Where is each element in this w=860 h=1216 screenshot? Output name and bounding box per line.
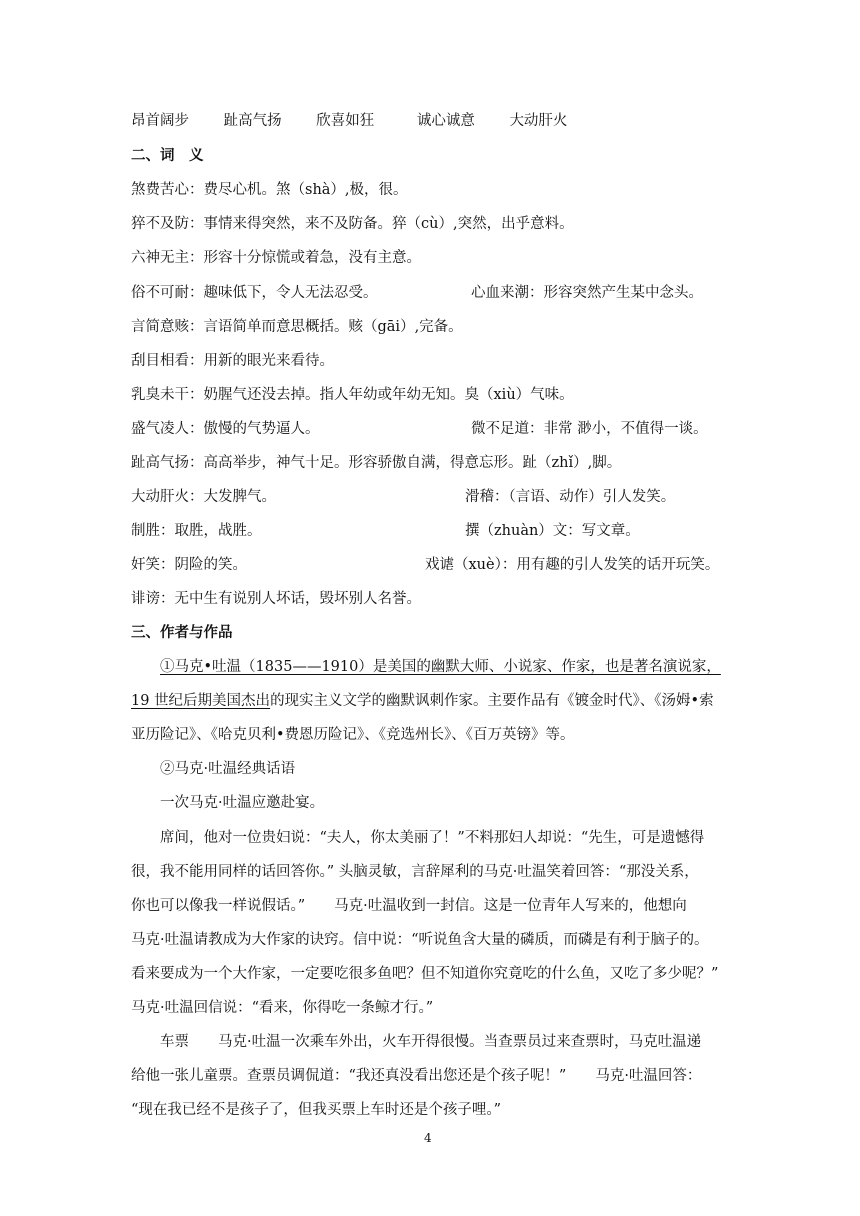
paragraph-line: 你也可以像我一样说假话。” 马克·吐温收到一封信。这是一位青年人写来的，他想向 — [131, 898, 687, 914]
underlined-text: 19 世纪后期美国杰出 — [131, 693, 271, 709]
author-paragraph-line — [131, 691, 714, 711]
word-item: 趾高气扬 — [223, 113, 282, 129]
paragraph-line: 马克·吐温请教成为大作家的诀窍。信中说：“听说鱼含大量的磷质，而磷是有利于脑子的。 — [131, 932, 709, 948]
author-paragraph-line: 亚历险记》、《哈克贝利•费恩历险记》、《竞选州长》、《百万英镑》等。 — [131, 727, 575, 743]
definition-row — [131, 521, 831, 541]
definition-entry: 盛气凌人：傲慢的气势逼人。 — [131, 421, 320, 437]
quotes-title: ②马克·吐温经典话语 — [160, 761, 296, 777]
section-heading-author: 三、作者与作品 — [131, 625, 233, 641]
paragraph-text: 的现实主义文学的幽默讽刺作家。主要作品有《镀金时代》、《汤姆•索 — [270, 693, 714, 709]
definition-entry: 刮目相看：用新的眼光来看待。 — [131, 353, 334, 369]
author-paragraph-line: ①马克•吐温（1835——1910）是美国的幽默大师、小说家、作家，也是著名演说家， — [160, 659, 721, 675]
definition-entry: 诽谤：无中生有说别人坏话，毁坏别人名誉。 — [131, 591, 421, 607]
definition-entry: 撰（zhuàn）文：写文章。 — [465, 523, 640, 539]
definition-entry: 俗不可耐：趣味低下，令人无法忍受。 — [131, 285, 378, 301]
definition-entry: 心血来潮：形容突然产生某中念头。 — [471, 285, 703, 301]
definition-row — [131, 555, 831, 575]
definition-entry: 煞费苦心：费尽心机。煞（shà）,极，很。 — [131, 182, 408, 198]
definition-entry: 大动肝火：大发脾气。 — [131, 489, 276, 505]
word-list — [131, 111, 597, 131]
definition-entry: 微不足道：非常 渺小，不值得一谈。 — [471, 421, 708, 437]
definition-entry: 滑稽：（言语、动作）引人发笑。 — [465, 489, 676, 505]
definition-entry: 趾高气扬：高高举步，神气十足。形容骄傲自满，得意忘形。趾（zhǐ）,脚。 — [131, 455, 622, 471]
word-item: 诚心诚意 — [416, 113, 475, 129]
word-item: 欣喜如狂 — [316, 113, 375, 129]
definition-row — [131, 283, 831, 303]
paragraph-line: “现在我已经不是孩子了，但我买票上车时还是个孩子哩。” — [131, 1102, 502, 1118]
definition-row — [131, 487, 831, 507]
page-number: 4 — [424, 1131, 432, 1145]
definition-entry: 戏谑（xuè）：用有趣的引人发笑的话开玩笑。 — [425, 557, 720, 573]
paragraph-line: 给他一张儿童票。查票员调侃道：“我还真没看出您还是个孩子呢！” 马克·吐温回答： — [131, 1068, 702, 1084]
paragraph-line: 席间，他对一位贵妇说：“夫人，你太美丽了！”不料那妇人却说：“先生，可是遗憾得 — [160, 830, 705, 846]
paragraph-line: 车票 马克·吐温一次乘车外出，火车开得很慢。当查票员过来查票时，马克吐温递 — [160, 1034, 702, 1050]
definition-row — [131, 419, 831, 439]
definition-entry: 奸笑：阴险的笑。 — [131, 557, 247, 573]
paragraph-line: 很，我不能用同样的话回答你。” 头脑灵敏，言辞犀利的马克·吐温笑着回答：“那没关系， — [131, 864, 699, 880]
word-item: 昂首阔步 — [131, 113, 189, 129]
word-item: 大动肝火 — [509, 113, 568, 129]
definition-entry: 六神无主：形容十分惊慌或着急，没有主意。 — [131, 250, 421, 266]
paragraph-line: 马克·吐温回信说：“看来，你得吃一条鲸才行。” — [131, 1000, 434, 1016]
paragraph-line: 一次马克·吐温应邀赴宴。 — [160, 795, 325, 811]
definition-entry: 言简意赅：言语简单而意思概括。赅（gāi）,完备。 — [131, 319, 463, 335]
paragraph-line: 看来要成为一个大作家，一定要吃很多鱼吧？但不知道你究竟吃的什么鱼，又吃了多少呢？” — [131, 966, 719, 982]
definition-entry: 猝不及防：事情来得突然，来不及防备。猝（cù）,突然，出乎意料。 — [131, 216, 574, 232]
section-heading-meanings: 二、词 义 — [131, 148, 204, 164]
definition-entry: 乳臭未干：奶腥气还没去掉。指人年幼或年幼无知。臭（xiù）气味。 — [131, 387, 574, 403]
definition-entry: 制胜：取胜，战胜。 — [131, 523, 262, 539]
